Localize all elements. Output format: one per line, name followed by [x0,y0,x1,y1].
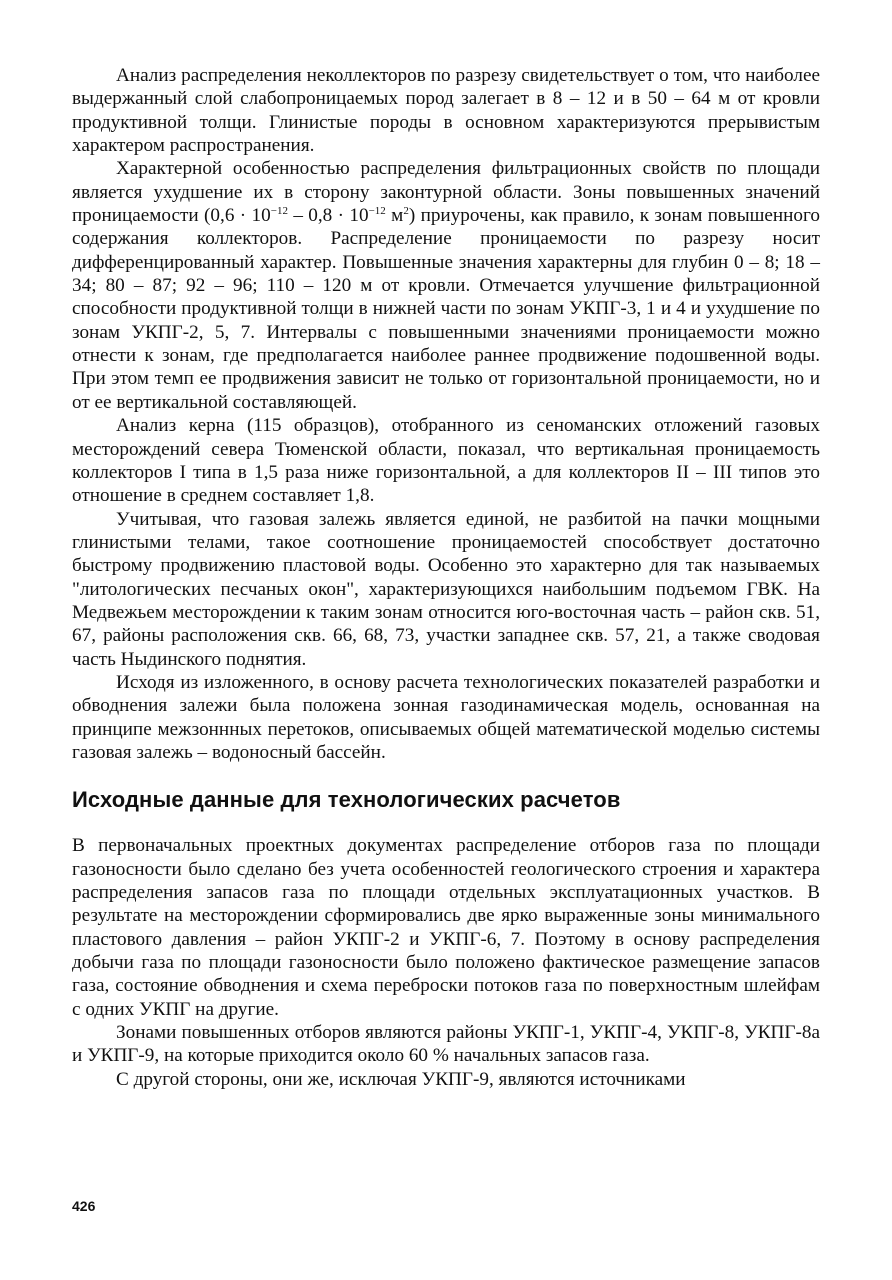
document-page [72,64,820,1091]
paragraph-nonreservoir-analysis: Анализ распределения неколлекторов по разрезу свидетельствует о том, что наиболее выдержанный слой слабопроницаемых пород залегает в 8 – 12 и в 50 – 64 м от кровли продуктивной толщи. Глинистые породы в основном характеризуются прерывистым характером распространения. [72,65,820,157]
paragraph-filtration-text: Характерной особенностью распределения фильтрационных свойств по площади является ухудшение их в сторону законтурной области. Зоны повышенных значений проницаемости (0,6 · 10 [72,158,820,227]
paragraph-sources: С другой стороны, они же, исключая УКПГ-9, являются источниками [116,1068,686,1090]
paragraph-zonal-model: Исходя из изложенного, в основу расчета технологических показателей разработки и обводнения залежи была положена зонная газодинамическая модель, основанная на принципе межзоннных перетоков, описываемых общей математической моделью системы газовая залежь – водоносный бассейн. [72,671,820,763]
paragraph-filtration-continuation: ) приурочены, как правило, к зонам повышенного содержания коллекторов. Распределение проницаемости по разрезу носит дифференцированный характер. Повышенные значения характерны для глубин 0 – 8; 18 – 34; 80 – 87; 92 – 96; 110 – 120 м от кровли. Отмечается улучшение фильтрационной способности продуктивной толщи в нижней части по зонам УКПГ-3, 1 и 4 и ухудшение по зонам УКПГ-2, 5, 7. Интервалы с повышенными значениями проницаемости можно отнести к зонам, где предполагается наиболее раннее продвижение подошвенной воды. При этом темп ее продвижения зависит не только от горизонтальной проницаемости, но и от ее вертикальной составляющей. [72,205,821,413]
page-number: 426 [72,1198,96,1214]
paragraph-core-analysis: Анализ керна (115 образцов), отобранного из сеноманских отложений газовых месторождений севера Тюменской области, показал, что вертикальная проницаемость коллекторов I типа в 1,5 раза ниже горизонтальной, а для коллекторов II – III типов это отношение в среднем составляет 1,8. [72,415,820,507]
permeability-unit: м [385,205,404,227]
permeability-range: – 0,8 · 10 [287,205,369,227]
exponent: −12 [270,205,288,218]
paragraph-filtration-properties [72,157,820,414]
paragraph-water-advance: Учитывая, что газовая залежь является единой, не разбитой на пачки мощными глинистыми телами, такое соотношение проницаемостей способствует достаточно быстрому продвижению пластовой воды. Особенно это характерно для так называемых "литологических песчаных окон", характеризующихся наибольшим подъемом ГВК. На Медвежьем месторождении к таким зонам относится юго-восточная часть – район скв. 51, 67, районы расположения скв. 66, 68, 73, участки западнее скв. 57, 21, а также сводовая часть Ныдинского поднятия. [72,508,820,670]
paragraph-high-withdrawal-zones: Зонами повышенных отборов являются районы УКПГ-1, УКПГ-4, УКПГ-8, УКПГ-8а и УКПГ-9, на которые приходится около 60 % начальных запасов газа. [72,1022,820,1067]
exponent: 2 [403,205,409,218]
section-heading: Исходные данные для технологических расчетов [72,787,621,813]
exponent: −12 [368,205,386,218]
paragraph-initial-design: В первоначальных проектных документах распределение отборов газа по площади газоносности было сделано без учета особенностей геологического строения и характера распределения запасов газа по площади отдельных эксплуатационных участков. В результате на месторождении сформировались две ярко выраженные зоны минимального пластового давления – район УКПГ-2 и УКПГ-6, 7. Поэтому в основу распределения добычи газа по площади газоносности было положено фактическое размещение запасов газа, состояние обводнения и схема переброски потоков газа по поверхностным шлейфам с одних УКПГ на другие. [72,835,820,1020]
